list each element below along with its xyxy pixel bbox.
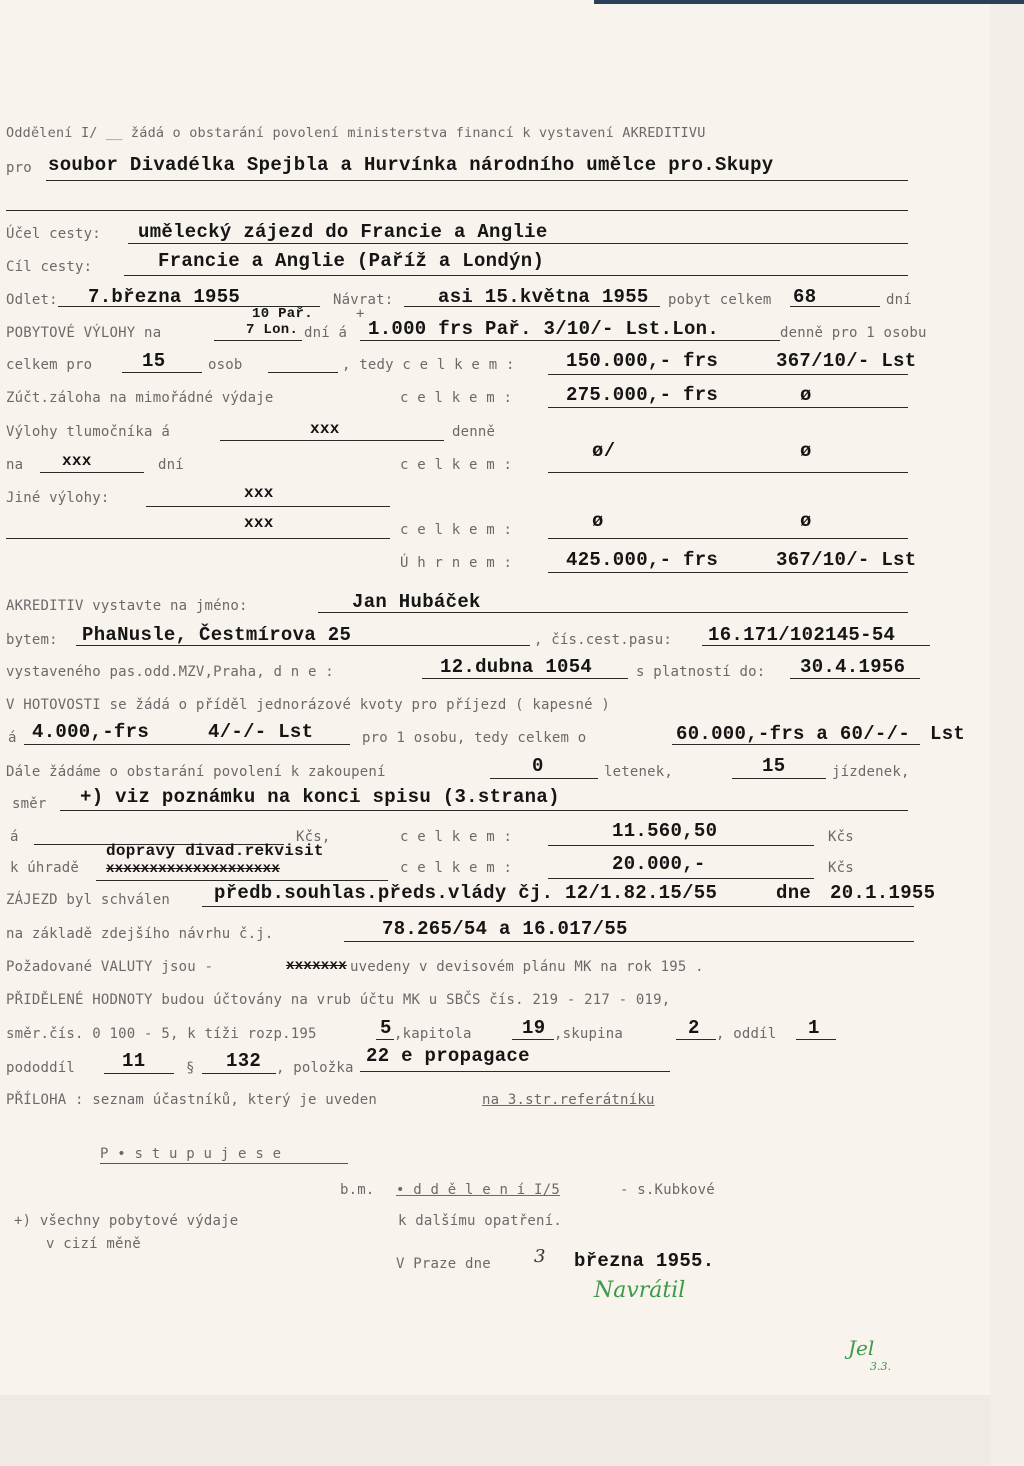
cover-total-word: c e l k e m : <box>400 860 513 876</box>
cover-struck-text: xxxxxxxxxxxxxxxxxxxx <box>106 861 281 877</box>
extra-label: Zúčt.záloha na mimořádné výdaje <box>6 390 274 406</box>
interpreter-label: Výlohy tlumočníka á <box>6 424 170 440</box>
item-label: , položka <box>276 1060 354 1076</box>
chapter-value: 19 <box>522 1017 546 1039</box>
cash-request-label: V HOTOVOSTI se žádá o příděl jednorázové kvoty pro příjezd ( kapesné ) <box>6 697 611 713</box>
pro-label: pro <box>6 160 32 176</box>
item-underline <box>360 1071 670 1072</box>
budget-year-underline <box>376 1039 394 1040</box>
cash-a-label: á <box>8 730 17 746</box>
days-label: dní <box>886 292 912 308</box>
cover-total-unit: Kčs <box>828 860 854 876</box>
initials-date: 3.3. <box>870 1360 891 1373</box>
chapter-underline <box>512 1039 554 1040</box>
direction-value: +) viz poznámku na konci spisu (3.strana) <box>80 786 560 808</box>
approval-date-label: dne <box>776 882 812 904</box>
on-days-value: xxx <box>62 452 92 470</box>
total-underline <box>548 374 908 375</box>
per-person-label: denně pro 1 osobu <box>780 325 927 341</box>
values-text: PŘIDĚLENÉ HODNOTY budou účtovány na vrub účtu MK u SBČS čís. 219 - 217 - 019, <box>6 992 671 1008</box>
scan-edge-bar <box>594 0 1024 4</box>
per-day-value: 1.000 frs Pař. 3/10/- Lst.Lon. <box>368 318 720 340</box>
section-label: , oddíl <box>716 1026 777 1042</box>
kcs-total-value: 11.560,50 <box>612 820 718 842</box>
approval-value: předb.souhlas.předs.vlády čj. 12/1.82.15/55 <box>214 882 718 904</box>
kcs-label: Kčs, <box>296 829 331 845</box>
basis-underline <box>344 941 914 942</box>
sum-label: Ú h r n e m : <box>400 555 513 571</box>
extra-lst: ø <box>800 384 812 406</box>
return-underline <box>404 306 660 307</box>
direction-label: směr <box>12 796 47 812</box>
cash-total-underline <box>672 744 920 745</box>
interpreter-frs: ø/ <box>592 440 616 462</box>
other-underline-2 <box>6 538 390 539</box>
subsection-label: pododdíl <box>6 1060 76 1076</box>
persons-label: osob <box>208 357 243 373</box>
so-total-label: , tedy c e l k e m : <box>342 357 515 373</box>
depart-value: 7.března 1955 <box>88 286 241 308</box>
extra-underline <box>548 407 908 408</box>
passport-underline <box>702 645 930 646</box>
tickets-label: Dále žádáme o obstarání povolení k zakoupení <box>6 764 386 780</box>
approval-underline <box>202 906 914 907</box>
footnote-line-2: v cizí měně <box>46 1236 141 1252</box>
credit-name-label: AKREDITIV vystavte na jméno: <box>6 598 248 614</box>
purpose-label: Účel cesty: <box>6 226 101 242</box>
paragraph-value: 132 <box>226 1050 262 1072</box>
air-tickets-value: 0 <box>532 755 544 777</box>
stay-label: pobyt celkem <box>668 292 772 308</box>
direction-number-label: směr.čís. 0 100 - 5, k tíži rozp.195 <box>6 1026 317 1042</box>
days-word: dní <box>158 457 184 473</box>
other-label: Jiné výlohy: <box>6 490 110 506</box>
kcs-a-label: á <box>10 829 19 845</box>
interpreter-lst: ø <box>800 440 812 462</box>
forward-underline <box>100 1163 348 1164</box>
stay-days-paris: 10 Pař. <box>252 306 313 322</box>
stay-days-value: 68 <box>793 286 817 308</box>
chapter-label: ,kapitola <box>394 1026 472 1042</box>
recipient-person: - s.Kubkové <box>620 1182 715 1198</box>
scan-bottom-shade <box>0 1395 1024 1466</box>
other-underline-1 <box>146 506 390 507</box>
cash-a-lst: 4/-/- Lst <box>208 721 314 743</box>
total-lst: 367/10/- Lst <box>776 350 917 372</box>
persons-value: 15 <box>142 350 166 372</box>
item-value: 22 e propagace <box>366 1045 530 1067</box>
other-total-underline <box>548 538 908 539</box>
persons-underline <box>122 372 202 373</box>
pro-underline <box>46 180 908 181</box>
attachment-label: PŘÍLOHA : seznam účastníků, který je uveden <box>6 1092 378 1108</box>
destination-underline <box>124 275 908 276</box>
daily-label: denně <box>452 424 496 440</box>
issued-label: vystaveného pas.odd.MZV,Praha, d n e : <box>6 664 334 680</box>
cash-total-value: 60.000,-frs a 60/-/- <box>676 723 911 745</box>
address-label: bytem: <box>6 632 58 648</box>
scan-right-shade <box>990 0 1024 1466</box>
other-lst: ø <box>800 510 812 532</box>
air-tickets-label: letenek, <box>604 764 674 780</box>
days-a-label: dní á <box>304 325 348 341</box>
on-label: na <box>6 457 24 473</box>
rail-tickets-label: jízdenek, <box>832 764 910 780</box>
cover-underline <box>96 880 388 881</box>
direction-underline <box>60 810 908 811</box>
approval-date-value: 20.1.1955 <box>830 882 936 904</box>
total-for-label: celkem pro <box>6 357 93 373</box>
validity-underline <box>790 678 920 679</box>
address-underline <box>76 645 530 646</box>
rail-tickets-value: 15 <box>762 755 786 777</box>
signature-navratil: Navrátil <box>594 1278 686 1303</box>
issued-value: 12.dubna 1054 <box>440 656 593 678</box>
plus-mark: + <box>356 306 365 322</box>
kcs-total-unit: Kčs <box>828 829 854 845</box>
credit-name-underline <box>318 612 908 613</box>
section-value: 1 <box>808 1017 820 1039</box>
cover-total-value: 20.000,- <box>612 853 706 875</box>
sum-underline <box>548 572 908 573</box>
pro-value: soubor Divadélka Spejbla a Hurvínka národního umělce pro.Skupy <box>48 154 774 176</box>
credit-name-value: Jan Hubáček <box>352 591 481 613</box>
extra-frs: 275.000,- frs <box>566 384 719 406</box>
interpreter-total-underline <box>548 472 908 473</box>
group-underline <box>676 1039 716 1040</box>
cash-a-frs: 4.000,-frs <box>32 721 150 743</box>
paragraph-label: § <box>186 1060 195 1076</box>
attachment-value: na 3.str.referátníku <box>482 1092 655 1108</box>
kcs-total-word: c e l k e m : <box>400 829 513 845</box>
approval-label: ZÁJEZD byl schválen <box>6 892 170 908</box>
other-value-2: xxx <box>244 514 274 532</box>
destination-value: Francie a Anglie (Paříž a Londýn) <box>158 250 545 272</box>
subsection-value: 11 <box>122 1050 146 1072</box>
header-request-line: Oddělení I/ __ žádá o obstarání povolení ministerstva financí k vystavení AKREDITIVU <box>6 125 706 141</box>
sum-lst: 367/10/- Lst <box>776 549 917 571</box>
return-label: Návrat: <box>333 292 394 308</box>
sum-frs: 425.000,- frs <box>566 549 719 571</box>
place-label: V Praze dne <box>396 1256 491 1272</box>
passport-value: 16.171/102145-54 <box>708 624 896 646</box>
purpose-value: umělecký zájezd do Francie a Anglie <box>138 221 548 243</box>
rail-tickets-underline <box>732 778 826 779</box>
interpreter-underline <box>220 440 444 441</box>
valuty-text-b: uvedeny v devisovém plánu MK na rok 195 . <box>350 959 704 975</box>
cover-total-underline <box>548 878 814 879</box>
cash-per-person-label: pro 1 osobu, tedy celkem o <box>362 730 587 746</box>
section-underline <box>796 1039 836 1040</box>
subsection-underline <box>104 1073 174 1074</box>
blank-line <box>6 210 908 211</box>
cover-value: dopravy divad.rekvisit <box>106 842 324 860</box>
on-days-underline <box>40 472 144 473</box>
forward-text: P • s t u p u j e s e <box>100 1146 282 1162</box>
kcs-total-underline <box>548 845 814 846</box>
cash-a-underline <box>24 744 350 745</box>
cover-label: k úhradě <box>10 860 80 876</box>
stay-days-london: 7 Lon. <box>246 322 299 338</box>
stay-costs-label: POBYTOVÉ VÝLOHY na <box>6 325 162 341</box>
group-label: ,skupina <box>554 1026 624 1042</box>
paragraph-underline <box>202 1073 276 1074</box>
typed-date: března 1955. <box>574 1250 715 1272</box>
budget-year-value: 5 <box>380 1017 392 1039</box>
recipient-department: • d d ě l e n í I/5 <box>396 1182 560 1198</box>
interpreter-total-word: c e l k e m : <box>400 457 513 473</box>
stay-days-underline <box>214 340 302 341</box>
address-value: PhaNusle, Čestmírova 25 <box>82 624 352 646</box>
other-frs: ø <box>592 510 604 532</box>
per-day-underline <box>360 340 780 341</box>
footnote-line-1: +) všechny pobytové výdaje <box>14 1213 239 1229</box>
air-tickets-underline <box>490 778 598 779</box>
depart-label: Odlet: <box>6 292 58 308</box>
passport-label: , čís.cest.pasu: <box>534 632 673 648</box>
stay-underline <box>790 306 880 307</box>
total-frs: 150.000,- frs <box>566 350 719 372</box>
other-total-word: c e l k e m : <box>400 522 513 538</box>
persons-blank <box>268 372 338 373</box>
valuty-text-a: Požadované VALUTY jsou - <box>6 959 214 975</box>
cash-total-unit: Lst <box>930 723 966 745</box>
valuty-struck-text: xxxxxxx <box>286 958 347 974</box>
purpose-underline <box>128 243 908 244</box>
validity-label: s platností do: <box>636 664 766 680</box>
other-value-1: xxx <box>244 484 274 502</box>
destination-label: Cíl cesty: <box>6 259 93 275</box>
further-action-text: k dalšímu opatření. <box>398 1213 562 1229</box>
recipient-bm: b.m. <box>340 1182 375 1198</box>
return-value: asi 15.května 1955 <box>438 286 649 308</box>
basis-label: na základě zdejšího návrhu č.j. <box>6 926 274 942</box>
validity-value: 30.4.1956 <box>800 656 906 678</box>
interpreter-value: xxx <box>310 420 340 438</box>
extra-total-word: c e l k e m : <box>400 390 513 406</box>
handwritten-day: 3 <box>534 1246 546 1267</box>
initials-mark: Jel <box>848 1336 875 1360</box>
issued-underline <box>422 678 628 679</box>
basis-value: 78.265/54 a 16.017/55 <box>382 918 628 940</box>
group-value: 2 <box>688 1017 700 1039</box>
